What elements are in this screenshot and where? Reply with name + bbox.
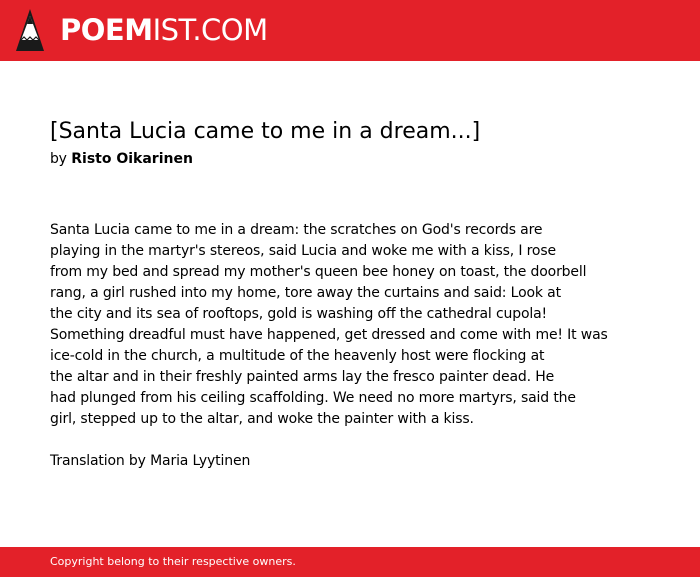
poem-line: Santa Lucia came to me in a dream: the scratches on God's records are [50,222,543,238]
author-link[interactable]: Risto Oikarinen [71,151,193,167]
site-logo[interactable] [16,9,268,51]
poem-line: from my bed and spread my mother's queen bee honey on toast, the doorbell [50,264,587,280]
site-wordmark [60,12,268,47]
poem-line: ice-cold in the church, a multitude of the heavenly host were flocking at [50,348,545,364]
logo-light-text: IST.COM [152,12,268,47]
byline [50,149,670,169]
poem-line: the altar and in their freshly painted arms lay the fresco painter dead. He [50,369,555,385]
poem-body [50,220,670,430]
site-header [0,0,700,61]
poem-title: [Santa Lucia came to me in a dream...] [50,119,481,144]
by-label: by [50,151,67,167]
poem-container [50,116,670,472]
logo-bold-text: POEM [60,12,153,47]
poem-line: girl, stepped up to the altar, and woke the painter with a kiss. [50,411,474,427]
poem-line: Something dreadful must have happened, get dressed and come with me! It was [50,327,608,343]
poem-line: rang, a girl rushed into my home, tore away the curtains and said: Look at [50,285,561,301]
poem-line: had plunged from his ceiling scaffolding. We need no more martyrs, said the [50,390,576,406]
translation-credit: Translation by Maria Lyytinen [50,453,251,469]
site-footer [0,547,700,577]
poem-line: the city and its sea of rooftops, gold is washing off the cathedral cupola! [50,306,548,322]
pencil-tip-icon [16,9,44,51]
copyright-text: Copyright belong to their respective owners. [50,555,296,568]
poem-line: playing in the martyr's stereos, said Lucia and woke me with a kiss, I rose [50,243,556,259]
